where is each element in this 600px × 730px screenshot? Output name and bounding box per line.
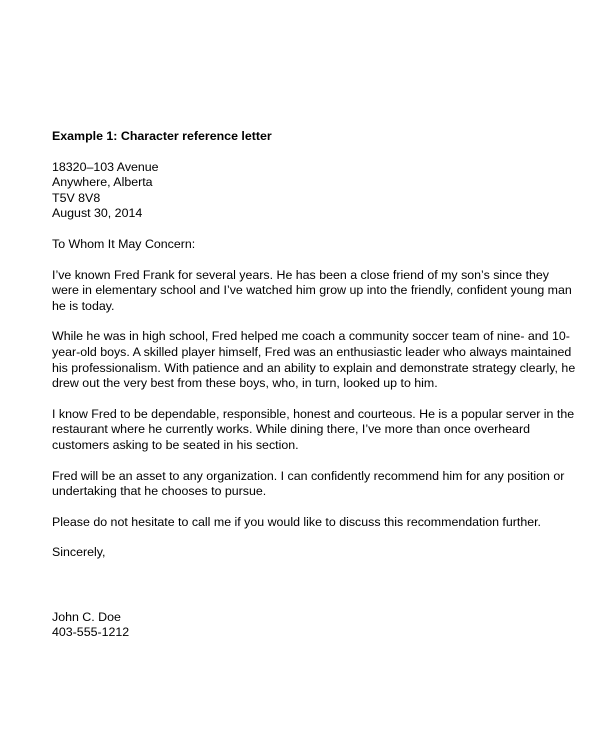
paragraph-line: Please do not hesitate to call me if you would like to discuss this recommendation further. (52, 514, 541, 529)
paragraph-line: restaurant where he currently works. While dining there, I’ve more than once overheard (52, 422, 530, 437)
paragraph-line: I know Fred to be dependable, responsible, honest and courteous. He is a popular server in the (52, 406, 575, 421)
address-postal-code: T5V 8V8 (52, 190, 101, 205)
salutation: To Whom It May Concern: (52, 236, 196, 251)
closing: Sincerely, (52, 545, 106, 560)
paragraph-line: customers asking to be seated in his section. (52, 437, 299, 452)
body-paragraph-5 (52, 515, 572, 531)
address-city: Anywhere, Alberta (52, 175, 153, 190)
body-paragraph-1 (52, 268, 572, 315)
paragraph-line: undertaking that he chooses to pursue. (52, 484, 267, 499)
paragraph-line: Fred will be an asset to any organization. I can confidently recommend him for any position or (52, 468, 565, 483)
sender-address (52, 160, 572, 222)
letter-title: Example 1: Character reference letter (52, 129, 272, 143)
paragraph-line: his professionalism. With patience and an ability to explain and demonstrate strategy clearly, he (52, 360, 576, 375)
paragraph-line: drew out the very best from these boys, who, in turn, looked up to him. (52, 376, 438, 391)
paragraph-line: year-old boys. A skilled player himself, Fred was an enthusiastic leader who always maintained (52, 344, 572, 359)
signer-name: John C. Doe (52, 609, 121, 624)
body-paragraph-3 (52, 406, 575, 454)
paragraph-line: I’ve known Fred Frank for several years. He has been a close friend of my son’s since they (52, 267, 550, 282)
signature-block (52, 610, 572, 641)
body-paragraph-2 (52, 329, 576, 391)
signer-phone: 403-555-1212 (52, 625, 130, 640)
address-street: 18320–103 Avenue (52, 159, 159, 174)
reference-letter (52, 129, 576, 641)
paragraph-line: While he was in high school, Fred helped me coach a community soccer team of nine- and 10- (52, 329, 570, 344)
paragraph-line: he is today. (52, 298, 115, 313)
letter-date: August 30, 2014 (52, 206, 143, 221)
body-paragraph-4 (52, 469, 572, 500)
paragraph-line: were in elementary school and I’ve watched him grow up into the friendly, confident young man (52, 283, 572, 298)
